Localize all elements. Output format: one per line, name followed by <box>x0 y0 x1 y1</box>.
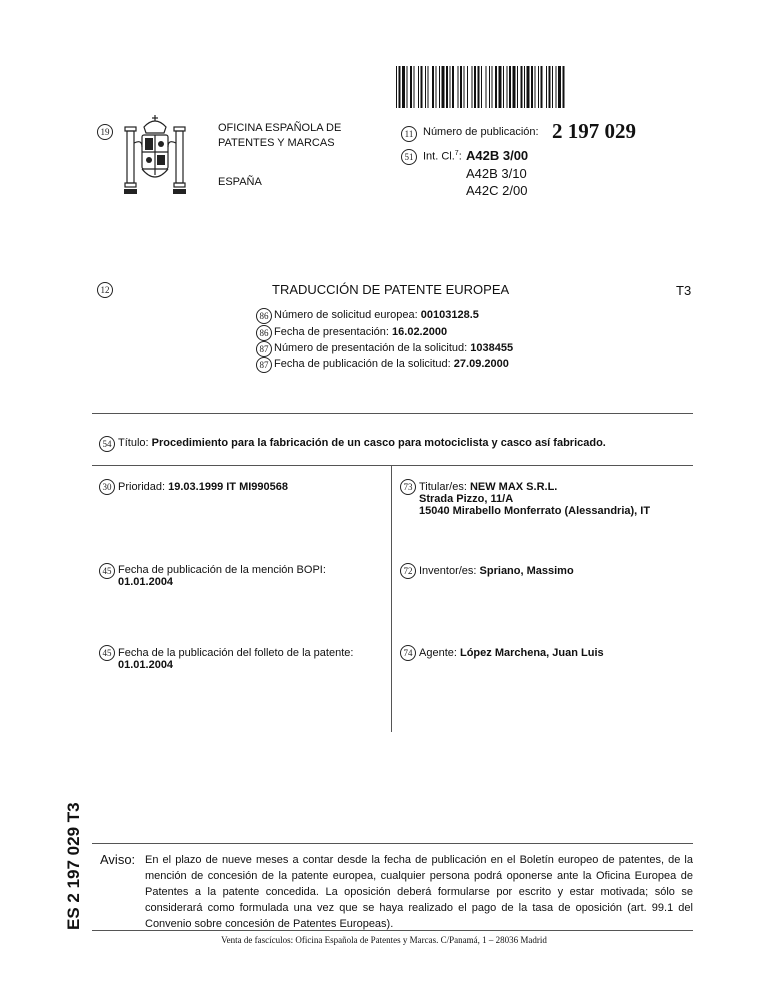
barcode-bar <box>495 66 497 108</box>
barcode-bar <box>428 66 429 108</box>
barcode-bar <box>503 66 504 108</box>
barcode-bar <box>472 66 473 108</box>
agent-value: López Marchena, Juan Luis <box>459 647 604 659</box>
barcode-bar <box>531 66 533 108</box>
int-cl-sup: 7 <box>454 150 459 157</box>
brochure-date-label: Fecha de la publicación del folleto de la patente: <box>118 647 354 659</box>
brochure-date-value: 01.01.2004 <box>118 659 174 671</box>
barcode-bar <box>460 66 462 108</box>
code-74: 74 <box>400 645 416 661</box>
pub-number-label: Número de publicación: <box>423 126 539 138</box>
footer: Venta de fascículos: Oficina Española de Patentes y Marcas. C/Panamá, 1 – 28036 Madrid <box>221 935 547 945</box>
bopi-date <box>118 564 326 588</box>
code-12: 12 <box>97 282 113 298</box>
barcode-bar <box>556 66 557 108</box>
code-72: 72 <box>400 563 416 579</box>
barcode-bar <box>478 66 480 108</box>
barcode-bar <box>414 66 415 108</box>
code-30: 30 <box>99 479 115 495</box>
barcode-icon <box>396 66 686 108</box>
inventor-value: Spriano, Massimo <box>479 565 574 577</box>
int-cl-colon: : <box>458 150 462 163</box>
barcode-bar <box>407 66 408 108</box>
int-cl-main: A42B 3/00 <box>466 148 529 163</box>
barcode-bar <box>541 66 543 108</box>
barcode-bar <box>458 66 459 108</box>
code-86-a: 86 <box>256 308 272 324</box>
patent-title <box>118 437 606 449</box>
barcode-bar <box>402 66 405 108</box>
barcode-bar <box>399 66 401 108</box>
barcode-bar <box>549 66 551 108</box>
barcode-bar <box>452 66 454 108</box>
bopi-date-label: Fecha de publicación de la mención BOPI: <box>118 564 326 576</box>
barcode-bar <box>507 66 508 108</box>
barcode-bar <box>499 66 502 108</box>
barcode-bar <box>436 66 437 108</box>
code-45-b: 45 <box>99 645 115 661</box>
barcode-bar <box>517 66 518 108</box>
patent-title-value: Procedimiento para la fabricación de un casco para motociclista y casco así fabricado. <box>151 437 606 449</box>
barcode-bar <box>481 66 482 108</box>
column-divider <box>391 466 392 732</box>
barcode-bar <box>538 66 539 108</box>
barcode-bar <box>492 66 493 108</box>
pub-number: 2 197 029 <box>552 119 636 143</box>
barcode-bar <box>418 66 419 108</box>
barcode-bar <box>535 66 536 108</box>
code-86-b: 86 <box>256 325 272 341</box>
barcode-bar <box>489 66 490 108</box>
barcode-bar <box>524 66 525 108</box>
int-cl-other-2: A42C 2/00 <box>466 183 528 198</box>
presentation-number-value: 1038455 <box>470 342 514 354</box>
barcode-bar <box>552 66 553 108</box>
spanish-coat-of-arms-icon <box>122 113 188 197</box>
int-cl <box>423 150 462 163</box>
office-name-line1: OFICINA ESPAÑOLA DE <box>218 122 342 134</box>
office-name-line2: PATENTES Y MARCAS <box>218 137 335 149</box>
doc-type-title: TRADUCCIÓN DE PATENTE EUROPEA <box>272 282 510 297</box>
priority-value: 19.03.1999 IT MI990568 <box>168 481 289 493</box>
doc-kind: T3 <box>676 283 692 298</box>
presentation-number-label: Número de presentación de la solicitud: <box>274 342 468 354</box>
int-cl-label: Int. Cl. <box>423 150 455 163</box>
barcode-bar <box>474 66 476 108</box>
barcode-bar <box>439 66 440 108</box>
application-pub-date-value: 27.09.2000 <box>453 358 509 370</box>
owner-name: NEW MAX S.R.L. <box>469 481 558 493</box>
application-number-value: 00103128.5 <box>420 309 479 321</box>
filing-date-value: 16.02.2000 <box>392 326 448 338</box>
application-pub-date-label: Fecha de publicación de la solicitud: <box>274 358 451 370</box>
barcode-bar <box>558 66 561 108</box>
bopi-date-value: 01.01.2004 <box>118 576 174 588</box>
owner-city: 15040 Mirabello Monferrato (Alessandria), IT <box>419 505 651 517</box>
presentation-number <box>274 342 513 354</box>
filing-date-label: Fecha de presentación: <box>274 326 389 338</box>
application-pub-date <box>274 358 509 370</box>
barcode-bar <box>446 66 448 108</box>
application-number <box>274 309 479 321</box>
owner <box>419 481 650 517</box>
barcode-bar <box>442 66 445 108</box>
patent-title-label: Título: <box>118 437 149 449</box>
code-11: 11 <box>401 126 417 142</box>
code-45-a: 45 <box>99 563 115 579</box>
barcode-bar <box>410 66 412 108</box>
barcode-bar <box>396 66 397 108</box>
priority <box>118 481 288 493</box>
inventor-label: Inventor/es: <box>419 565 477 577</box>
application-number-label: Número de solicitud europea: <box>274 309 418 321</box>
separator-title <box>92 465 693 466</box>
code-87-a: 87 <box>256 341 272 357</box>
int-cl-other-1: A42B 3/10 <box>466 166 527 181</box>
barcode-bar <box>513 66 516 108</box>
code-19: 19 <box>97 124 113 140</box>
spine-number: ES 2 197 029 T3 <box>64 802 83 930</box>
aviso-text: En el plazo de nueve meses a contar desde la fecha de publicación en el Boletín europeo de patentes, de la mención de concesión de la patente europea, cualquier persona podrá oponerse ante la Oficina Europea de Patentes a la patente concedida. La oposición deberá formularse por escrito y estar motivada; sólo se considerará como formulada una vez que se haya realizado el pago de la tasa de oposición (art. 99.1 del Convenio sobre concesión de Patentes Europeas). <box>145 854 693 930</box>
separator-footer <box>92 930 693 931</box>
country: ESPAÑA <box>218 176 262 188</box>
barcode-bar <box>450 66 451 108</box>
priority-label: Prioridad: <box>118 481 166 493</box>
filing-date <box>274 326 447 338</box>
agent-label: Agente: <box>419 647 457 659</box>
owner-street: Strada Pizzo, 11/A <box>419 493 514 505</box>
barcode-bar <box>563 66 565 108</box>
barcode-bar <box>546 66 547 108</box>
code-87-b: 87 <box>256 357 272 373</box>
office-name <box>218 121 341 151</box>
brochure-date <box>118 647 353 671</box>
barcode-bar <box>509 66 511 108</box>
barcode-bar <box>425 66 426 108</box>
barcode-bar <box>421 66 423 108</box>
code-51: 51 <box>401 149 417 165</box>
aviso-label: Aviso: <box>100 852 136 867</box>
separator-aviso <box>92 843 693 844</box>
barcode-bar <box>432 66 434 108</box>
barcode-bar <box>467 66 468 108</box>
barcode-bar <box>521 66 523 108</box>
agent <box>419 647 604 659</box>
code-54: 54 <box>99 436 115 452</box>
inventor <box>419 565 574 577</box>
barcode-bar <box>464 66 465 108</box>
separator-top <box>92 413 693 414</box>
barcode-bar <box>486 66 487 108</box>
code-73: 73 <box>400 479 416 495</box>
owner-label: Titular/es: <box>419 481 467 493</box>
barcode-bar <box>527 66 530 108</box>
